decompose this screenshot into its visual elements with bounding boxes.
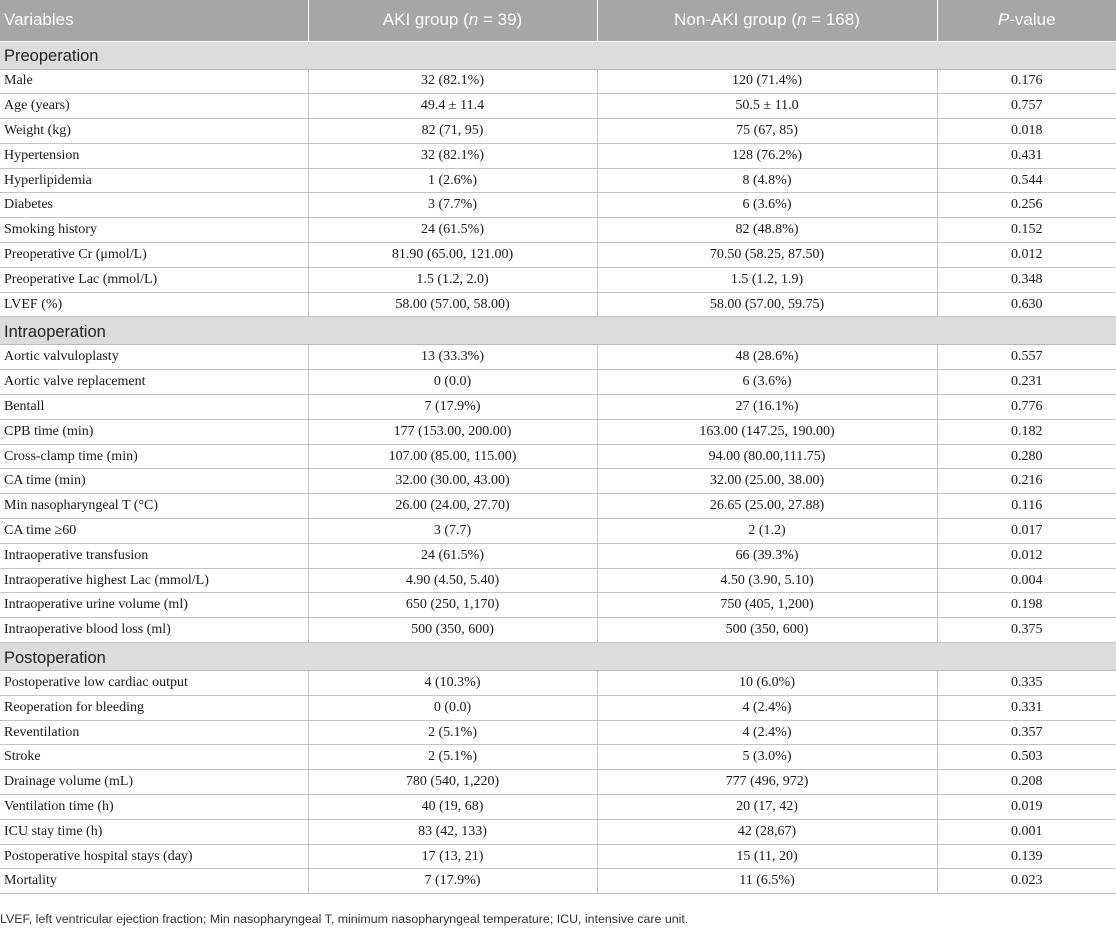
- non-aki-value-cell: 4 (2.4%): [597, 720, 937, 745]
- table-row: [0, 143, 1116, 168]
- variable-cell: Mortality: [0, 869, 308, 894]
- aki-value-cell: 780 (540, 1,220): [308, 770, 597, 795]
- non-aki-value-cell: 20 (17, 42): [597, 795, 937, 820]
- variable-cell: Hypertension: [0, 143, 308, 168]
- non-aki-value-cell: 6 (3.6%): [597, 193, 937, 218]
- table-row: [0, 395, 1116, 420]
- non-aki-value-cell: 42 (28,67): [597, 819, 937, 844]
- table-row: [0, 795, 1116, 820]
- p-value-cell: 0.757: [937, 94, 1116, 119]
- variable-cell: Reoperation for bleeding: [0, 695, 308, 720]
- table-row: [0, 618, 1116, 643]
- table-row: [0, 568, 1116, 593]
- non-aki-value-cell: 5 (3.0%): [597, 745, 937, 770]
- non-aki-value-cell: 32.00 (25.00, 38.00): [597, 469, 937, 494]
- p-value-cell: 0.331: [937, 695, 1116, 720]
- aki-value-cell: 26.00 (24.00, 27.70): [308, 494, 597, 519]
- p-value-cell: 0.503: [937, 745, 1116, 770]
- table-row: [0, 267, 1116, 292]
- table-row: [0, 370, 1116, 395]
- non-aki-value-cell: 94.00 (80.00,111.75): [597, 444, 937, 469]
- variable-cell: Ventilation time (h): [0, 795, 308, 820]
- aki-value-cell: 32 (82.1%): [308, 143, 597, 168]
- table-row: [0, 243, 1116, 268]
- p-value-cell: 0.017: [937, 519, 1116, 544]
- table-row: [0, 519, 1116, 544]
- p-value-cell: 0.280: [937, 444, 1116, 469]
- table-row: [0, 593, 1116, 618]
- table-row: [0, 819, 1116, 844]
- variable-cell: Bentall: [0, 395, 308, 420]
- aki-value-cell: 58.00 (57.00, 58.00): [308, 292, 597, 317]
- aki-value-cell: 7 (17.9%): [308, 395, 597, 420]
- p-value-cell: 0.357: [937, 720, 1116, 745]
- aki-value-cell: 107.00 (85.00, 115.00): [308, 444, 597, 469]
- variable-cell: CA time (min): [0, 469, 308, 494]
- p-value-cell: 0.216: [937, 469, 1116, 494]
- variable-cell: CPB time (min): [0, 419, 308, 444]
- aki-value-cell: 500 (350, 600): [308, 618, 597, 643]
- table-row: [0, 543, 1116, 568]
- non-aki-value-cell: 27 (16.1%): [597, 395, 937, 420]
- section-header-row: [0, 643, 1116, 671]
- column-header-variables: Variables: [0, 0, 308, 41]
- table-row: [0, 770, 1116, 795]
- variable-cell: Stroke: [0, 745, 308, 770]
- non-aki-value-cell: 66 (39.3%): [597, 543, 937, 568]
- table-row: [0, 494, 1116, 519]
- aki-value-cell: 1.5 (1.2, 2.0): [308, 267, 597, 292]
- aki-value-cell: 0 (0.0): [308, 370, 597, 395]
- table-row: [0, 69, 1116, 94]
- table-row: [0, 193, 1116, 218]
- variable-cell: Aortic valvuloplasty: [0, 345, 308, 370]
- non-aki-value-cell: 82 (48.8%): [597, 218, 937, 243]
- p-value-cell: 0.001: [937, 819, 1116, 844]
- table-header-row: [0, 0, 1116, 41]
- variable-cell: ICU stay time (h): [0, 819, 308, 844]
- section-header-row: [0, 317, 1116, 345]
- variable-cell: Smoking history: [0, 218, 308, 243]
- table-row: [0, 720, 1116, 745]
- p-value-cell: 0.023: [937, 869, 1116, 894]
- non-aki-value-cell: 163.00 (147.25, 190.00): [597, 419, 937, 444]
- variable-cell: Aortic valve replacement: [0, 370, 308, 395]
- table-row: [0, 671, 1116, 696]
- non-aki-value-cell: 50.5 ± 11.0: [597, 94, 937, 119]
- table-row: [0, 844, 1116, 869]
- variable-cell: Diabetes: [0, 193, 308, 218]
- p-value-cell: 0.004: [937, 568, 1116, 593]
- p-value-cell: 0.139: [937, 844, 1116, 869]
- column-header-p-value: P-value: [937, 0, 1116, 41]
- p-value-cell: 0.375: [937, 618, 1116, 643]
- p-value-cell: 0.544: [937, 168, 1116, 193]
- variable-cell: Min nasopharyngeal T (°C): [0, 494, 308, 519]
- p-value-cell: 0.018: [937, 119, 1116, 144]
- aki-value-cell: 3 (7.7): [308, 519, 597, 544]
- variable-cell: Drainage volume (mL): [0, 770, 308, 795]
- aki-value-cell: 177 (153.00, 200.00): [308, 419, 597, 444]
- aki-value-cell: 7 (17.9%): [308, 869, 597, 894]
- non-aki-value-cell: 75 (67, 85): [597, 119, 937, 144]
- aki-value-cell: 650 (250, 1,170): [308, 593, 597, 618]
- p-value-cell: 0.198: [937, 593, 1116, 618]
- table-row: [0, 469, 1116, 494]
- aki-value-cell: 32.00 (30.00, 43.00): [308, 469, 597, 494]
- p-value-cell: 0.176: [937, 69, 1116, 94]
- non-aki-value-cell: 777 (496, 972): [597, 770, 937, 795]
- non-aki-value-cell: 70.50 (58.25, 87.50): [597, 243, 937, 268]
- p-value-cell: 0.630: [937, 292, 1116, 317]
- variable-cell: Reventilation: [0, 720, 308, 745]
- aki-value-cell: 24 (61.5%): [308, 543, 597, 568]
- non-aki-value-cell: 500 (350, 600): [597, 618, 937, 643]
- non-aki-value-cell: 15 (11, 20): [597, 844, 937, 869]
- non-aki-value-cell: 1.5 (1.2, 1.9): [597, 267, 937, 292]
- variable-cell: CA time ≥60: [0, 519, 308, 544]
- p-value-cell: 0.776: [937, 395, 1116, 420]
- variable-cell: Weight (kg): [0, 119, 308, 144]
- non-aki-value-cell: 8 (4.8%): [597, 168, 937, 193]
- section-title: Postoperation: [0, 643, 1116, 671]
- p-value-cell: 0.012: [937, 243, 1116, 268]
- non-aki-value-cell: 4 (2.4%): [597, 695, 937, 720]
- variable-cell: Intraoperative blood loss (ml): [0, 618, 308, 643]
- table-row: [0, 419, 1116, 444]
- aki-value-cell: 2 (5.1%): [308, 720, 597, 745]
- non-aki-value-cell: 58.00 (57.00, 59.75): [597, 292, 937, 317]
- p-value-cell: 0.557: [937, 345, 1116, 370]
- section-header-row: [0, 41, 1116, 69]
- table-row: [0, 168, 1116, 193]
- non-aki-value-cell: 26.65 (25.00, 27.88): [597, 494, 937, 519]
- variable-cell: Intraoperative highest Lac (mmol/L): [0, 568, 308, 593]
- p-value-cell: 0.152: [937, 218, 1116, 243]
- p-value-cell: 0.231: [937, 370, 1116, 395]
- non-aki-value-cell: 750 (405, 1,200): [597, 593, 937, 618]
- table-body: [0, 41, 1116, 894]
- p-value-cell: 0.431: [937, 143, 1116, 168]
- aki-value-cell: 17 (13, 21): [308, 844, 597, 869]
- table-row: [0, 745, 1116, 770]
- variable-cell: Postoperative hospital stays (day): [0, 844, 308, 869]
- table-row: [0, 869, 1116, 894]
- p-value-cell: 0.335: [937, 671, 1116, 696]
- aki-value-cell: 4.90 (4.50, 5.40): [308, 568, 597, 593]
- p-value-cell: 0.116: [937, 494, 1116, 519]
- p-value-cell: 0.012: [937, 543, 1116, 568]
- table-row: [0, 292, 1116, 317]
- table-row: [0, 94, 1116, 119]
- aki-value-cell: 49.4 ± 11.4: [308, 94, 597, 119]
- non-aki-value-cell: 4.50 (3.90, 5.10): [597, 568, 937, 593]
- aki-value-cell: 2 (5.1%): [308, 745, 597, 770]
- aki-value-cell: 3 (7.7%): [308, 193, 597, 218]
- non-aki-value-cell: 120 (71.4%): [597, 69, 937, 94]
- p-value-cell: 0.348: [937, 267, 1116, 292]
- table-row: [0, 695, 1116, 720]
- aki-value-cell: 1 (2.6%): [308, 168, 597, 193]
- section-title: Preoperation: [0, 41, 1116, 69]
- variable-cell: Intraoperative urine volume (ml): [0, 593, 308, 618]
- non-aki-value-cell: 6 (3.6%): [597, 370, 937, 395]
- non-aki-value-cell: 10 (6.0%): [597, 671, 937, 696]
- variable-cell: Preoperative Cr (μmol/L): [0, 243, 308, 268]
- table-row: [0, 218, 1116, 243]
- aki-value-cell: 83 (42, 133): [308, 819, 597, 844]
- aki-value-cell: 32 (82.1%): [308, 69, 597, 94]
- aki-value-cell: 0 (0.0): [308, 695, 597, 720]
- table-row: [0, 444, 1116, 469]
- aki-value-cell: 81.90 (65.00, 121.00): [308, 243, 597, 268]
- variable-cell: Cross-clamp time (min): [0, 444, 308, 469]
- variable-cell: Hyperlipidemia: [0, 168, 308, 193]
- section-title: Intraoperation: [0, 317, 1116, 345]
- p-value-cell: 0.019: [937, 795, 1116, 820]
- non-aki-value-cell: 128 (76.2%): [597, 143, 937, 168]
- table-row: [0, 119, 1116, 144]
- non-aki-value-cell: 48 (28.6%): [597, 345, 937, 370]
- column-header-aki-group: AKI group (n = 39): [308, 0, 597, 41]
- variable-cell: Age (years): [0, 94, 308, 119]
- p-value-cell: 0.256: [937, 193, 1116, 218]
- aki-value-cell: 24 (61.5%): [308, 218, 597, 243]
- variable-cell: Intraoperative transfusion: [0, 543, 308, 568]
- variable-cell: Male: [0, 69, 308, 94]
- aki-value-cell: 40 (19, 68): [308, 795, 597, 820]
- non-aki-value-cell: 11 (6.5%): [597, 869, 937, 894]
- variable-cell: Postoperative low cardiac output: [0, 671, 308, 696]
- aki-value-cell: 82 (71, 95): [308, 119, 597, 144]
- aki-value-cell: 4 (10.3%): [308, 671, 597, 696]
- non-aki-value-cell: 2 (1.2): [597, 519, 937, 544]
- p-value-cell: 0.182: [937, 419, 1116, 444]
- variable-cell: LVEF (%): [0, 292, 308, 317]
- table-row: [0, 345, 1116, 370]
- column-header-non-aki-group: Non-AKI group (n = 168): [597, 0, 937, 41]
- variable-cell: Preoperative Lac (mmol/L): [0, 267, 308, 292]
- aki-value-cell: 13 (33.3%): [308, 345, 597, 370]
- p-value-cell: 0.208: [937, 770, 1116, 795]
- table-footnote: LVEF, left ventricular ejection fraction; Min nasopharyngeal T, minimum nasopharyngeal temperature; ICU, intensive care unit.: [0, 912, 689, 926]
